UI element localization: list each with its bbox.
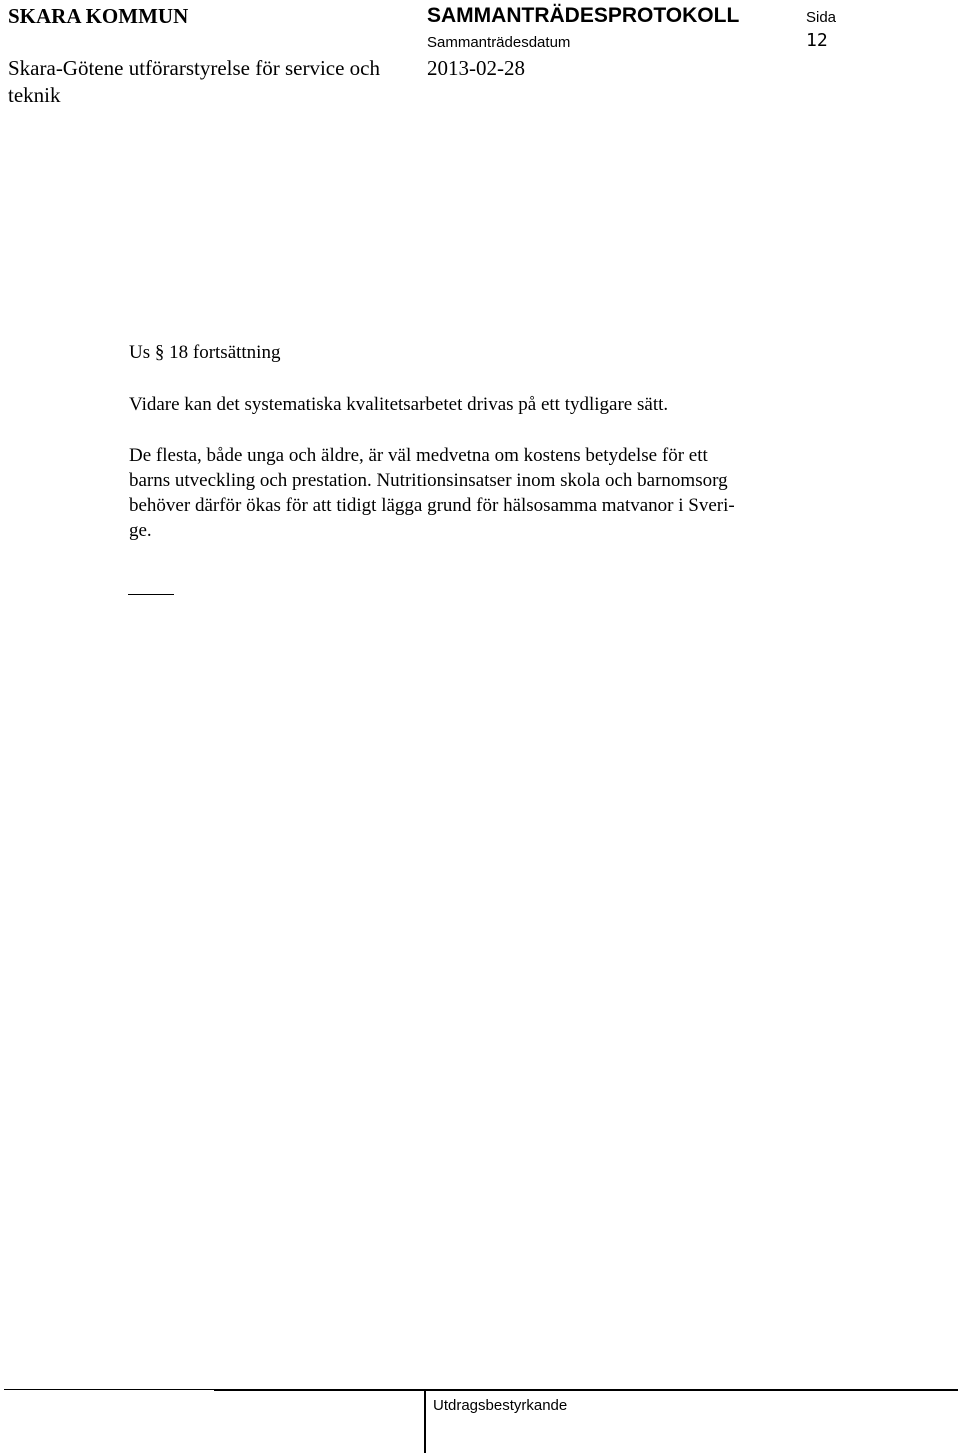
organization-name: SKARA KOMMUN [8, 4, 189, 28]
meeting-date-value: 2013-02-28 [427, 56, 525, 80]
paragraph-line: behöver därför ökas för att tidigt lägga grund för hälsosamma matvanor i Sveri- [129, 495, 735, 516]
footer-divider [424, 1390, 426, 1453]
paragraph-line: ge. [129, 520, 152, 541]
certification-label: Utdragsbestyrkande [433, 1397, 568, 1414]
paragraph-quality-work: Vidare kan det systematiska kvalitetsarbetet drivas på ett tydligare sätt. [129, 394, 669, 415]
page-number: 12 [806, 30, 828, 51]
paragraph-nutrition [129, 443, 849, 543]
paragraph-line: barns utveckling och prestation. Nutritionsinsatser inom skola och barnomsorg [129, 470, 728, 491]
meeting-date-label: Sammanträdesdatum [427, 34, 571, 51]
footnote-separator [128, 594, 174, 595]
page-label: Sida [806, 9, 837, 26]
footer-rule-right [214, 1389, 958, 1391]
section-heading: Us § 18 fortsättning [129, 342, 281, 363]
document-type-title: SAMMANTRÄDESPROTOKOLL [427, 4, 740, 27]
footer-rule-left [4, 1389, 214, 1390]
paragraph-line: De flesta, både unga och äldre, är väl medvetna om kostens betydelse för ett [129, 445, 708, 466]
department-name: Skara-Götene utförarstyrelse för service och teknik [8, 56, 381, 107]
